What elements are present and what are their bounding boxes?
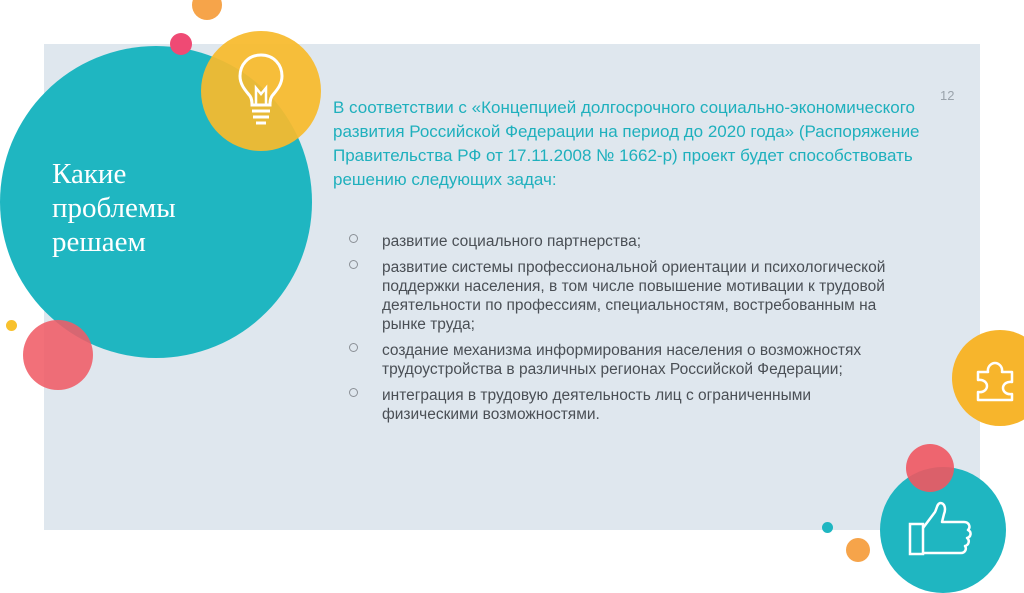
bullet-circle-icon — [349, 234, 358, 243]
list-item-text: создание механизма информирования населения о возможностях трудоустройства в различных регионах Российской Федерации; — [382, 342, 862, 378]
decor-circle-coral-left — [23, 320, 93, 390]
list-item-text: развитие социального партнерства; — [382, 233, 642, 250]
decor-circle-orange-top — [192, 0, 222, 20]
list-item-text: развитие системы профессиональной ориентации и психологической поддержки населения, в том числе повышение мотивации к трудовой деятельности по профессиям, специальностям, востребованным на рынке труда; — [382, 259, 886, 333]
decor-dot-yellow — [6, 320, 17, 331]
intro-paragraph: В соответствии с «Концепцией долгосрочного социально-экономического развития Российской Федерации на период до 2020 года» (Распоряжение Правительства РФ от 17.11.2008 № 1662-р) проект будет способствовать решению следующих задач: — [333, 98, 920, 189]
slide-number: 12 — [940, 88, 955, 103]
decor-dot-teal — [822, 522, 833, 533]
bullet-circle-icon — [349, 343, 358, 352]
bullet-circle-icon — [349, 260, 358, 269]
list-item-text: интеграция в трудовую деятельность лиц с ограниченными физическими возможностями. — [382, 387, 812, 423]
bullet-circle-icon — [349, 388, 358, 397]
list-item — [346, 386, 906, 424]
thumbs-up-icon — [906, 500, 976, 558]
lightbulb-icon — [236, 52, 286, 126]
decor-dot-orange — [846, 538, 870, 562]
list-item — [346, 258, 906, 334]
decor-circle-pink-top — [170, 33, 192, 55]
list-item — [346, 341, 906, 379]
list-item — [346, 232, 906, 251]
slide-title: Какие проблемы решаем — [52, 158, 176, 258]
puzzle-icon — [972, 356, 1018, 402]
task-list — [346, 232, 906, 431]
decor-circle-coral-right — [906, 444, 954, 492]
